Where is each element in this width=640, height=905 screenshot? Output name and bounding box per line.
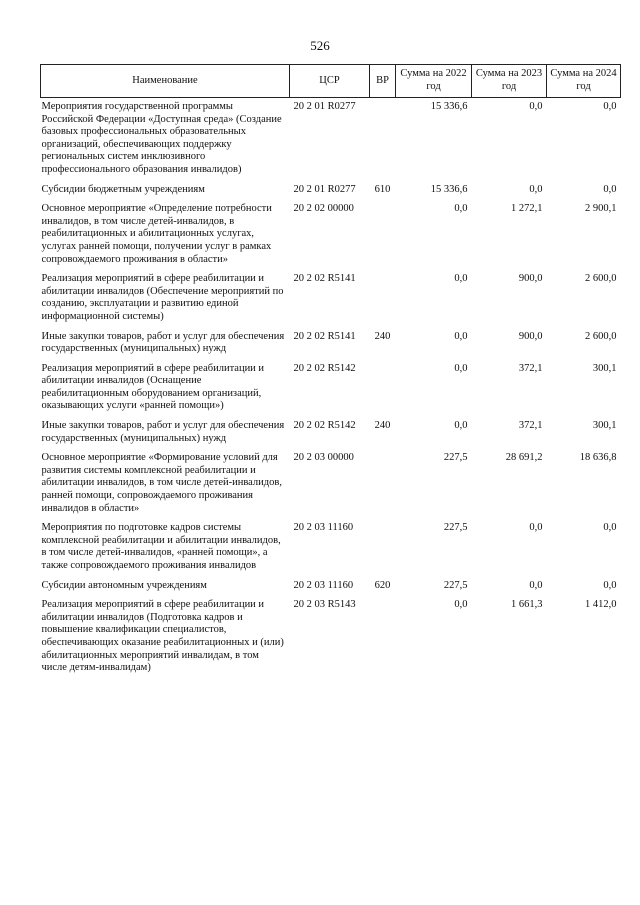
row-sum-2022: 0,0 xyxy=(454,273,468,285)
row-sum-2022: 15 336,6 xyxy=(430,183,468,195)
row-vr: 610 xyxy=(374,183,391,195)
table-row xyxy=(41,270,621,327)
row-sum-2023: 1 661,3 xyxy=(511,599,543,611)
row-csr: 20 2 01 R0277 xyxy=(293,101,356,112)
row-vr xyxy=(370,200,396,270)
row-csr: 20 2 03 00000 xyxy=(293,452,354,464)
row-sum-2022: 0,0 xyxy=(454,420,468,432)
row-sum-2024: 18 636,8 xyxy=(579,452,617,464)
row-sum-2023: 28 691,2 xyxy=(505,452,543,464)
table-row xyxy=(41,519,621,576)
table-row xyxy=(41,360,621,417)
row-vr xyxy=(370,519,396,576)
row-sum-2022: 0,0 xyxy=(454,599,468,611)
header-sum-2024: Сумма на 2024 год xyxy=(547,65,621,98)
header-row xyxy=(41,65,621,98)
header-sum-2023: Сумма на 2023 год xyxy=(472,65,547,98)
row-csr: 20 2 03 R5143 xyxy=(293,599,356,611)
row-csr: 20 2 03 11160 xyxy=(293,579,354,591)
table-row xyxy=(41,577,621,597)
row-name: Основное мероприятие «Формирование условий для развития системы комплексной реабилитации и абилитации инвалидов, в том числе детей-инвалидов, ранней помощи, сопровождаемого проживания инвалидов в области» xyxy=(41,452,282,514)
row-sum-2024: 0,0 xyxy=(603,101,617,112)
row-vr: 240 xyxy=(374,420,391,432)
table-row xyxy=(41,449,621,519)
budget-table xyxy=(40,64,621,679)
row-sum-2023: 0,0 xyxy=(529,579,543,591)
header-name: Наименование xyxy=(41,65,290,98)
row-sum-2024: 1 412,0 xyxy=(585,599,617,611)
row-sum-2024: 300,1 xyxy=(592,420,617,432)
row-sum-2022: 0,0 xyxy=(454,203,468,215)
table-row xyxy=(41,98,621,181)
row-name: Субсидии автономным учреждениям xyxy=(41,579,207,591)
row-name: Мероприятия государственной программы Российской Федерации «Доступная среда» (Создание базовых профессиональных образовательных организаций, обеспечивающих поддержку региональных систем инклюзивного профессионального образования инвалидов) xyxy=(41,101,282,175)
row-csr: 20 2 02 R5142 xyxy=(293,362,356,374)
table-row xyxy=(41,417,621,449)
row-sum-2023: 372,1 xyxy=(518,420,543,432)
row-csr: 20 2 01 R0277 xyxy=(293,183,356,195)
row-vr xyxy=(370,596,396,679)
row-sum-2023: 900,0 xyxy=(518,330,543,342)
row-sum-2024: 2 600,0 xyxy=(585,273,617,285)
row-csr: 20 2 02 R5142 xyxy=(293,420,356,432)
table-row xyxy=(41,596,621,679)
row-sum-2024: 0,0 xyxy=(603,522,617,534)
header-csr: ЦСР xyxy=(290,65,370,98)
page-number: 526 xyxy=(310,38,330,53)
row-vr: 620 xyxy=(374,579,391,591)
row-sum-2024: 300,1 xyxy=(592,362,617,374)
row-sum-2023: 1 272,1 xyxy=(511,203,543,215)
row-name: Мероприятия по подготовке кадров системы комплексной реабилитации и абилитации инвалидов, в том числе детей-инвалидов, «ранней помощи», а также сопровождаемого проживания инвалидов xyxy=(41,522,281,571)
row-sum-2024: 2 600,0 xyxy=(585,330,617,342)
row-sum-2023: 0,0 xyxy=(529,522,543,534)
row-vr xyxy=(370,449,396,519)
row-name: Реализация мероприятий в сфере реабилитации и абилитации инвалидов (Оснащение реабилитационным оборудованием организаций, оказывающих услуги «ранней помощи») xyxy=(41,362,265,412)
row-sum-2022: 227,5 xyxy=(443,452,468,464)
row-sum-2023: 900,0 xyxy=(518,273,543,285)
row-sum-2024: 0,0 xyxy=(603,579,617,591)
row-sum-2022: 15 336,6 xyxy=(430,101,468,112)
row-vr: 240 xyxy=(374,330,391,342)
row-vr xyxy=(370,270,396,327)
row-name: Иные закупки товаров, работ и услуг для обеспечения государственных (муниципальных) нужд xyxy=(41,420,285,444)
row-sum-2024: 0,0 xyxy=(603,183,617,195)
row-csr: 20 2 03 11160 xyxy=(293,522,354,534)
table-header xyxy=(41,65,621,98)
row-sum-2023: 0,0 xyxy=(529,101,543,112)
row-csr: 20 2 02 00000 xyxy=(293,203,354,215)
row-sum-2022: 0,0 xyxy=(454,362,468,374)
table-body xyxy=(41,98,621,679)
row-sum-2024: 2 900,1 xyxy=(585,203,617,215)
table-row xyxy=(41,328,621,360)
row-csr: 20 2 02 R5141 xyxy=(293,330,356,342)
row-name: Реализация мероприятий в сфере реабилитации и абилитации инвалидов (Подготовка кадров и повышение квалификации специалистов, обеспечивающих оказание реабилитационных и (или) абилитационных мероприятий инвалидам, в том числе детям-инвалидам) xyxy=(41,599,284,674)
row-vr xyxy=(370,98,396,181)
row-sum-2022: 227,5 xyxy=(443,579,468,591)
row-csr: 20 2 02 R5141 xyxy=(293,273,356,285)
row-sum-2023: 372,1 xyxy=(518,362,543,374)
row-name: Реализация мероприятий в сфере реабилитации и абилитации инвалидов (Обеспечение мероприятий по созданию, эксплуатации и развитию единой информационной системы) xyxy=(41,273,284,322)
table-row xyxy=(41,200,621,270)
header-sum-2022: Сумма на 2022 год xyxy=(396,65,472,98)
row-vr xyxy=(370,360,396,417)
row-name: Основное мероприятие «Определение потребности инвалидов, в том числе детей-инвалидов, в реабилитационных и абилитационных услугах, услугах ранней помощи, получении услуг в рамках сопровождаемого проживания в области» xyxy=(41,203,272,265)
row-sum-2022: 0,0 xyxy=(454,330,468,342)
row-sum-2023: 0,0 xyxy=(529,183,543,195)
row-sum-2022: 227,5 xyxy=(443,522,468,534)
header-vr: ВР xyxy=(370,65,396,98)
row-name: Иные закупки товаров, работ и услуг для обеспечения государственных (муниципальных) нужд xyxy=(41,330,285,355)
table-row xyxy=(41,181,621,201)
row-name: Субсидии бюджетным учреждениям xyxy=(41,183,205,195)
